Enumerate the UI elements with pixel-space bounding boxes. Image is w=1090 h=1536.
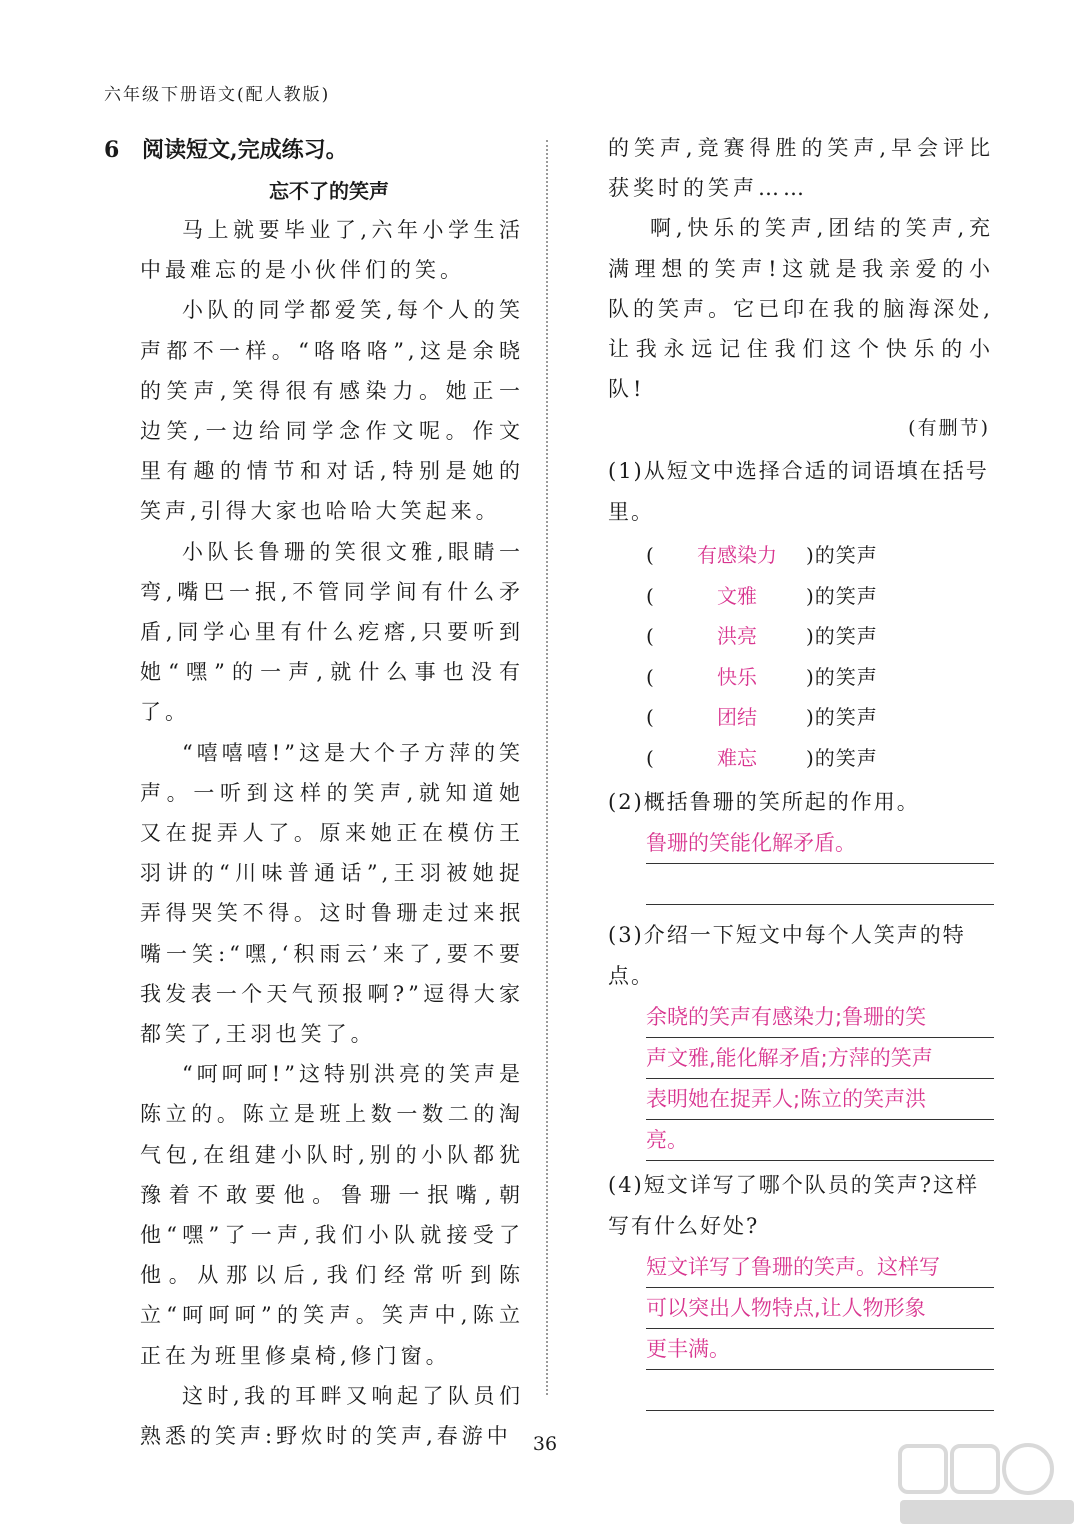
subquestion-text: 短文详写了哪个队员的笑声?这样写有什么好处?	[608, 1173, 980, 1239]
subquestion-1	[608, 451, 994, 533]
fill-in-list	[608, 535, 994, 778]
subquestion-text: 介绍一下短文中每个人笑声的特点。	[608, 923, 966, 989]
fill-in-suffix: )的笑声	[806, 543, 878, 568]
fill-in-answer[interactable]: 有感染力	[697, 543, 777, 568]
subquestion-text: 概括鲁珊的笑所起的作用。	[643, 790, 920, 815]
story-paragraph: 这时,我的耳畔又响起了队员们熟悉的笑声:野炊时的笑声,春游中	[140, 1383, 524, 1449]
open-paren: (	[646, 624, 654, 649]
story-paragraph-continued: 的笑声,竞赛得胜的笑声,早会评比获奖时的笑声……	[608, 136, 994, 201]
answer-line[interactable]	[646, 864, 994, 905]
fill-in-answer[interactable]: 团结	[717, 705, 757, 730]
open-paren: (	[646, 745, 654, 770]
column-divider	[546, 140, 548, 1395]
story-paragraph: “嘻嘻嘻!”这是大个子方萍的笑声。一听到这样的笑声,就知道她又在捉弄人了。原来她正在模仿王羽讲的“川味普通话”,王羽被她捉弄得哭笑不得。这时鲁珊走过来抿嘴一笑:“嘿,‘积雨云’来了,要不要我发表一个天气预报啊?”逗得大家都笑了,王羽也笑了。	[140, 740, 524, 1047]
left-column	[104, 128, 524, 1456]
fill-in-row	[646, 697, 994, 738]
open-paren: (	[646, 543, 654, 568]
fill-in-row	[646, 738, 994, 779]
subquestion-4	[608, 1165, 994, 1247]
fill-in-answer[interactable]: 难忘	[717, 745, 757, 770]
answer-line[interactable]: 表明她在捉弄人;陈立的笑声洪	[646, 1079, 994, 1120]
fill-in-answer[interactable]: 洪亮	[717, 624, 757, 649]
answer-line[interactable]	[646, 1370, 994, 1411]
page-number: 36	[532, 1433, 558, 1455]
answer-line[interactable]: 更丰满。	[646, 1329, 994, 1370]
story-paragraph: 啊,快乐的笑声,团结的笑声,充满理想的笑声!这就是我亲爱的小队的笑声。它已印在我的脑海深处,让我永远记住我们这个快乐的小队!	[608, 216, 994, 402]
fill-in-answer[interactable]: 快乐	[717, 664, 757, 689]
subquestion-2	[608, 782, 994, 823]
fill-in-suffix: )的笑声	[806, 664, 878, 689]
story-paragraph: “呵呵呵!”这特别洪亮的笑声是陈立的。陈立是班上数一数二的淘气包,在组建小队时,别的小队都犹豫着不敢要他。鲁珊一抿嘴,朝他“嘿”了一声,我们小队就接受了他。从那以后,我们经常听到陈立“呵呵呵”的笑声。笑声中,陈立正在为班里修桌椅,修门窗。	[140, 1062, 524, 1368]
subquestion-label: (2)	[608, 790, 644, 815]
question-title	[104, 128, 524, 172]
source-note: (有删节)	[908, 417, 990, 440]
story-title: 忘不了的笑声	[269, 179, 389, 203]
answer-line[interactable]: 鲁珊的笑能化解矛盾。	[646, 823, 994, 864]
fill-in-row	[646, 616, 994, 657]
question-number: 6	[104, 137, 120, 163]
page-header: 六年级下册语文(配人教版)	[104, 85, 331, 105]
subquestion-3	[608, 915, 994, 997]
answer-lines	[608, 1247, 994, 1411]
answer-line[interactable]: 声文雅,能化解矛盾;方萍的笑声	[646, 1038, 994, 1079]
fill-in-row	[646, 576, 994, 617]
answer-lines	[608, 823, 994, 905]
subquestion-text: 从短文中选择合适的词语填在括号里。	[608, 459, 989, 525]
watermark-logo	[898, 1442, 1076, 1528]
answer-line[interactable]: 亮。	[646, 1120, 994, 1161]
fill-in-suffix: )的笑声	[806, 705, 878, 730]
fill-in-suffix: )的笑声	[806, 583, 878, 608]
answer-line[interactable]: 余晓的笑声有感染力;鲁珊的笑	[646, 997, 994, 1038]
open-paren: (	[646, 664, 654, 689]
answer-line[interactable]: 可以突出人物特点,让人物形象	[646, 1288, 994, 1329]
open-paren: (	[646, 583, 654, 608]
answer-lines	[608, 997, 994, 1161]
story-paragraph: 小队的同学都爱笑,每个人的笑声都不一样。“咯咯咯”,这是余晓的笑声,笑得很有感染力。她正一边笑,一边给同学念作文呢。作文里有趣的情节和对话,特别是她的笑声,引得大家也哈哈大笑起来。	[140, 298, 524, 524]
answer-line[interactable]: 短文详写了鲁珊的笑声。这样写	[646, 1247, 994, 1288]
subquestion-label: (1)	[608, 459, 644, 484]
fill-in-suffix: )的笑声	[806, 624, 878, 649]
fill-in-row	[646, 535, 994, 576]
story-paragraph: 马上就要毕业了,六年小学生活中最难忘的是小伙伴们的笑。	[140, 218, 524, 283]
fill-in-row	[646, 657, 994, 698]
fill-in-answer[interactable]: 文雅	[717, 583, 757, 608]
subquestion-label: (4)	[608, 1173, 644, 1198]
question-instruction: 阅读短文,完成练习。	[142, 137, 348, 163]
subquestion-label: (3)	[608, 923, 644, 948]
fill-in-suffix: )的笑声	[806, 745, 878, 770]
story-paragraph: 小队长鲁珊的笑很文雅,眼睛一弯,嘴巴一抿,不管同学间有什么矛盾,同学心里有什么疙瘩,只要听到她“嘿”的一声,就什么事也没有了。	[140, 539, 524, 725]
open-paren: (	[646, 705, 654, 730]
right-column	[608, 128, 994, 1411]
